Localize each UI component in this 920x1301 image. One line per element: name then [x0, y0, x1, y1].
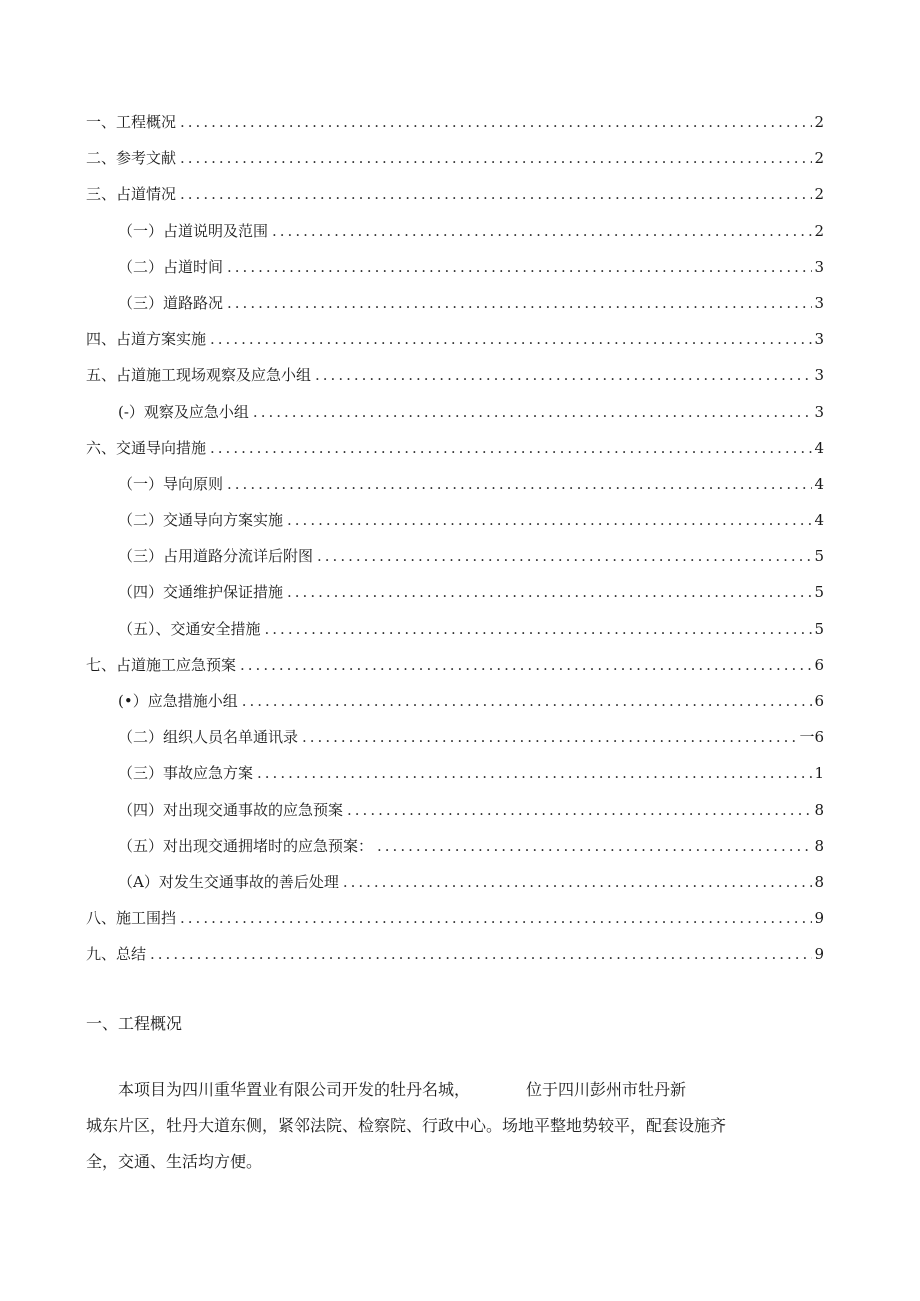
toc-leader-dots	[347, 792, 812, 828]
toc-entry-page: 3	[814, 293, 824, 312]
toc-entry[interactable]	[86, 249, 824, 285]
toc-entry-page: 6	[814, 692, 824, 710]
toc-entry[interactable]	[86, 719, 824, 755]
paragraph-line: 城东片区，牡丹大道东侧，紧邻法院、检察院、行政中心。场地平整地势较平，配套设施齐	[86, 1116, 727, 1135]
toc-leader-dots	[242, 683, 813, 719]
toc-entry-page: 3	[814, 402, 824, 421]
toc-entry[interactable]	[86, 176, 824, 212]
toc-entry-label: （四）对出现交通事故的应急预案	[118, 800, 344, 819]
toc-entry[interactable]	[86, 936, 824, 972]
toc-entry-page: 2	[814, 185, 824, 204]
toc-entry-label: 八、施工围挡	[86, 909, 177, 928]
toc-leader-dots	[180, 104, 812, 140]
toc-entry-page: 3	[814, 366, 824, 385]
toc-entry[interactable]	[86, 792, 824, 828]
toc-entry[interactable]	[86, 574, 824, 610]
toc-entry[interactable]	[86, 104, 824, 140]
toc-entry-label: （一）占道说明及范围	[118, 221, 269, 240]
toc-entry-label: 五、占道施工现场观察及应急小组	[86, 366, 312, 385]
toc-entry-label: （二）占道时间	[118, 257, 224, 276]
toc-entry[interactable]	[86, 683, 824, 719]
toc-entry-page: 5	[814, 619, 824, 638]
toc-entry-label: (•）应急措施小组	[118, 692, 238, 710]
toc-leader-dots	[317, 538, 812, 574]
toc-entry-page: 1	[814, 764, 824, 783]
toc-entry-page: 9	[814, 945, 824, 964]
table-of-contents	[86, 104, 824, 973]
toc-entry-label: 四、占道方案实施	[86, 330, 207, 349]
toc-entry-page: 2	[814, 221, 824, 240]
toc-entry-label: （三）道路路况	[118, 293, 224, 312]
toc-entry[interactable]	[86, 611, 824, 647]
toc-entry-label: 六、交通导向措施	[86, 438, 207, 457]
toc-leader-dots	[150, 936, 812, 972]
project-overview-paragraph	[86, 1072, 830, 1180]
toc-entry-label: （二）交通导向方案实施	[118, 511, 284, 530]
toc-entry[interactable]	[86, 647, 824, 683]
toc-entry-label: (-）观察及应急小组	[118, 402, 249, 421]
toc-entry[interactable]	[86, 900, 824, 936]
toc-entry[interactable]	[86, 140, 824, 176]
toc-leader-dots	[227, 249, 812, 285]
toc-leader-dots	[377, 828, 812, 864]
toc-leader-dots	[180, 140, 812, 176]
toc-entry-label: （四）交通维护保证措施	[118, 583, 284, 602]
toc-leader-dots	[227, 285, 812, 321]
toc-leader-dots	[210, 430, 812, 466]
toc-leader-dots	[227, 466, 812, 502]
toc-entry-page: 一6	[799, 728, 824, 747]
toc-entry-page: 8	[814, 836, 824, 855]
toc-entry[interactable]	[86, 357, 824, 393]
toc-leader-dots	[272, 213, 812, 249]
toc-entry-page: 3	[814, 257, 824, 276]
toc-entry-page: 4	[814, 511, 824, 530]
toc-entry-label: 一、工程概况	[86, 113, 177, 131]
toc-leader-dots	[302, 719, 797, 755]
toc-entry[interactable]	[86, 755, 824, 791]
toc-entry[interactable]	[86, 213, 824, 249]
toc-leader-dots	[257, 755, 812, 791]
toc-entry-page: 3	[814, 330, 824, 349]
toc-leader-dots	[287, 502, 812, 538]
toc-leader-dots	[240, 647, 812, 683]
toc-entry[interactable]	[86, 864, 824, 900]
paragraph-line: 全，交通、生活均方便。	[86, 1152, 263, 1171]
toc-entry-label: （五）、交通安全措施	[118, 619, 261, 638]
toc-entry[interactable]	[86, 502, 824, 538]
toc-entry-label: 二、参考文献	[86, 149, 177, 168]
toc-entry[interactable]	[86, 466, 824, 502]
toc-entry-label: 七、占道施工应急预案	[86, 655, 237, 674]
paragraph-text: 本项目为四川重华置业有限公司开发的牡丹名城，	[118, 1080, 471, 1099]
toc-entry-label: （一）导向原则	[118, 474, 224, 493]
toc-entry-page: 6	[814, 655, 824, 674]
toc-leader-dots	[265, 611, 813, 647]
toc-entry-page: 2	[814, 113, 824, 131]
toc-entry[interactable]	[86, 394, 824, 430]
toc-entry[interactable]	[86, 538, 824, 574]
toc-entry[interactable]	[86, 828, 824, 864]
toc-entry-page: 8	[814, 872, 824, 891]
toc-entry-label: （A）对发生交通事故的善后处理	[118, 872, 339, 891]
toc-entry-page: 5	[814, 583, 824, 602]
toc-entry-page: 9	[814, 909, 824, 928]
toc-entry-page: 4	[814, 438, 824, 457]
toc-entry-page: 5	[814, 547, 824, 566]
toc-leader-dots	[315, 357, 812, 393]
toc-entry[interactable]	[86, 285, 824, 321]
toc-entry[interactable]	[86, 430, 824, 466]
toc-entry-page: 8	[814, 800, 824, 819]
toc-entry-page: 2	[814, 149, 824, 168]
toc-leader-dots	[343, 864, 813, 900]
section-heading: 一、工程概况	[86, 1014, 183, 1033]
toc-entry-label: （三）占用道路分流详后附图	[118, 547, 314, 566]
toc-entry-page: 4	[814, 474, 824, 493]
toc-leader-dots	[210, 321, 812, 357]
toc-leader-dots	[180, 176, 812, 212]
toc-entry-label: （三）事故应急方案	[118, 764, 254, 783]
toc-entry-label: 三、占道情况	[86, 185, 177, 204]
toc-entry-label: （二）组织人员名单通讯录	[118, 728, 299, 747]
toc-entry[interactable]	[86, 321, 824, 357]
toc-leader-dots	[287, 574, 812, 610]
toc-leader-dots	[253, 394, 813, 430]
toc-entry-label: （五）对出现交通拥堵时的应急预案：	[118, 836, 374, 855]
paragraph-text: 位于四川彭州市牡丹新	[526, 1080, 687, 1099]
toc-leader-dots	[180, 900, 812, 936]
toc-entry-label: 九、总结	[86, 945, 147, 964]
paragraph-line	[86, 1072, 830, 1108]
